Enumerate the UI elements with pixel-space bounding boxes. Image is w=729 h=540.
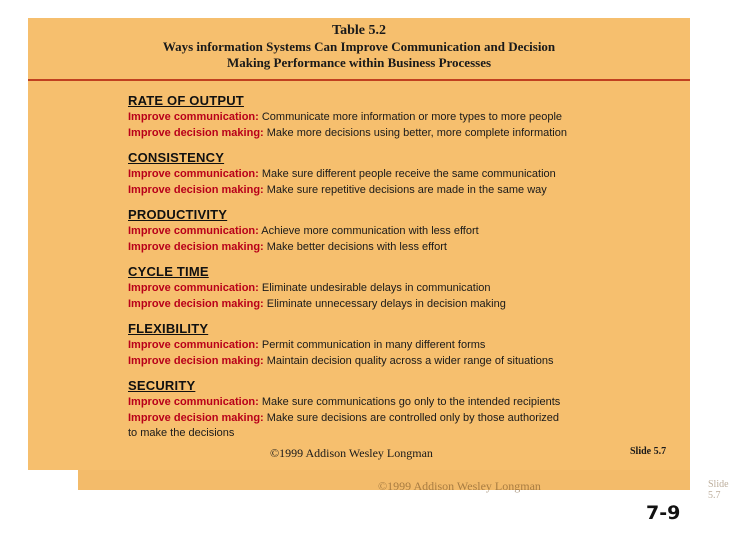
communication-label: Improve communication:: [128, 339, 259, 351]
slide-title-line-1: Ways information Systems Can Improve Communication and Decision: [162, 39, 556, 54]
communication-text: Make sure communications go only to the intended recipients: [261, 396, 561, 408]
section-heading: PRODUCTIVITY: [128, 207, 228, 222]
section-heading: CYCLE TIME: [128, 264, 209, 279]
slide-title-line-2: Making Performance within Business Processes: [226, 55, 492, 70]
decision-text: Make better decisions with less effort: [266, 241, 447, 253]
section-cycle-time: [128, 263, 688, 312]
section-heading: RATE OF OUTPUT: [128, 93, 244, 108]
decision-label: Improve decision making:: [128, 298, 264, 310]
section-security: [128, 377, 688, 440]
shadow-slide-label: Slide 5.7: [708, 479, 729, 501]
shadow-copyright: ©1999 Addison Wesley Longman: [378, 479, 541, 493]
communication-row: [128, 394, 688, 410]
section-productivity: [128, 206, 688, 255]
decision-row: [128, 182, 688, 198]
decision-row: [128, 239, 688, 255]
decision-text: Make sure decisions are controlled only by those authorized: [266, 412, 560, 424]
communication-label: Improve communication:: [128, 168, 259, 180]
page-number: 7-9: [646, 502, 681, 524]
decision-continuation: to make the decisions: [128, 427, 235, 439]
communication-text: Make sure different people receive the same communication: [261, 168, 556, 180]
communication-row: [128, 109, 688, 125]
slide-header: [28, 18, 690, 76]
decision-row: [128, 296, 688, 312]
communication-row: [128, 223, 688, 239]
communication-text: Permit communication in many different forms: [261, 339, 486, 351]
decision-label: Improve decision making:: [128, 184, 264, 196]
table-label: Table 5.2: [332, 23, 386, 38]
communication-row: [128, 337, 688, 353]
section-heading: FLEXIBILITY: [128, 321, 209, 336]
decision-label: Improve decision making:: [128, 127, 264, 139]
decision-label: Improve decision making:: [128, 412, 264, 424]
decision-text: Make more decisions using better, more complete information: [266, 127, 567, 139]
communication-label: Improve communication:: [128, 225, 259, 237]
slide-number-label: Slide 5.7: [630, 446, 667, 457]
section-heading: SECURITY: [128, 378, 196, 393]
communication-text: Communicate more information or more types to more people: [261, 111, 563, 123]
decision-text: Maintain decision quality across a wider range of situations: [266, 355, 554, 367]
header-divider: [28, 79, 690, 81]
communication-label: Improve communication:: [128, 282, 259, 294]
decision-text: Make sure repetitive decisions are made in the same way: [266, 184, 547, 196]
decision-row: [128, 353, 688, 369]
section-flexibility: [128, 320, 688, 369]
communication-text: Eliminate undesirable delays in communication: [261, 282, 491, 294]
communication-row: [128, 280, 688, 296]
decision-row: [128, 410, 688, 426]
section-heading: CONSISTENCY: [128, 150, 225, 165]
copyright-notice: ©1999 Addison Wesley Longman: [270, 446, 433, 460]
section-consistency: [128, 149, 688, 198]
decision-label: Improve decision making:: [128, 241, 264, 253]
communication-text: Achieve more communication with less effort: [261, 225, 479, 237]
section-rate-of-output: [128, 92, 688, 141]
slide-panel: [28, 18, 690, 470]
decision-row: [128, 125, 688, 141]
communication-label: Improve communication:: [128, 111, 259, 123]
communication-label: Improve communication:: [128, 396, 259, 408]
sections-list: [128, 92, 688, 448]
decision-text: Eliminate unnecessary delays in decision making: [266, 298, 506, 310]
communication-row: [128, 166, 688, 182]
decision-label: Improve decision making:: [128, 355, 264, 367]
